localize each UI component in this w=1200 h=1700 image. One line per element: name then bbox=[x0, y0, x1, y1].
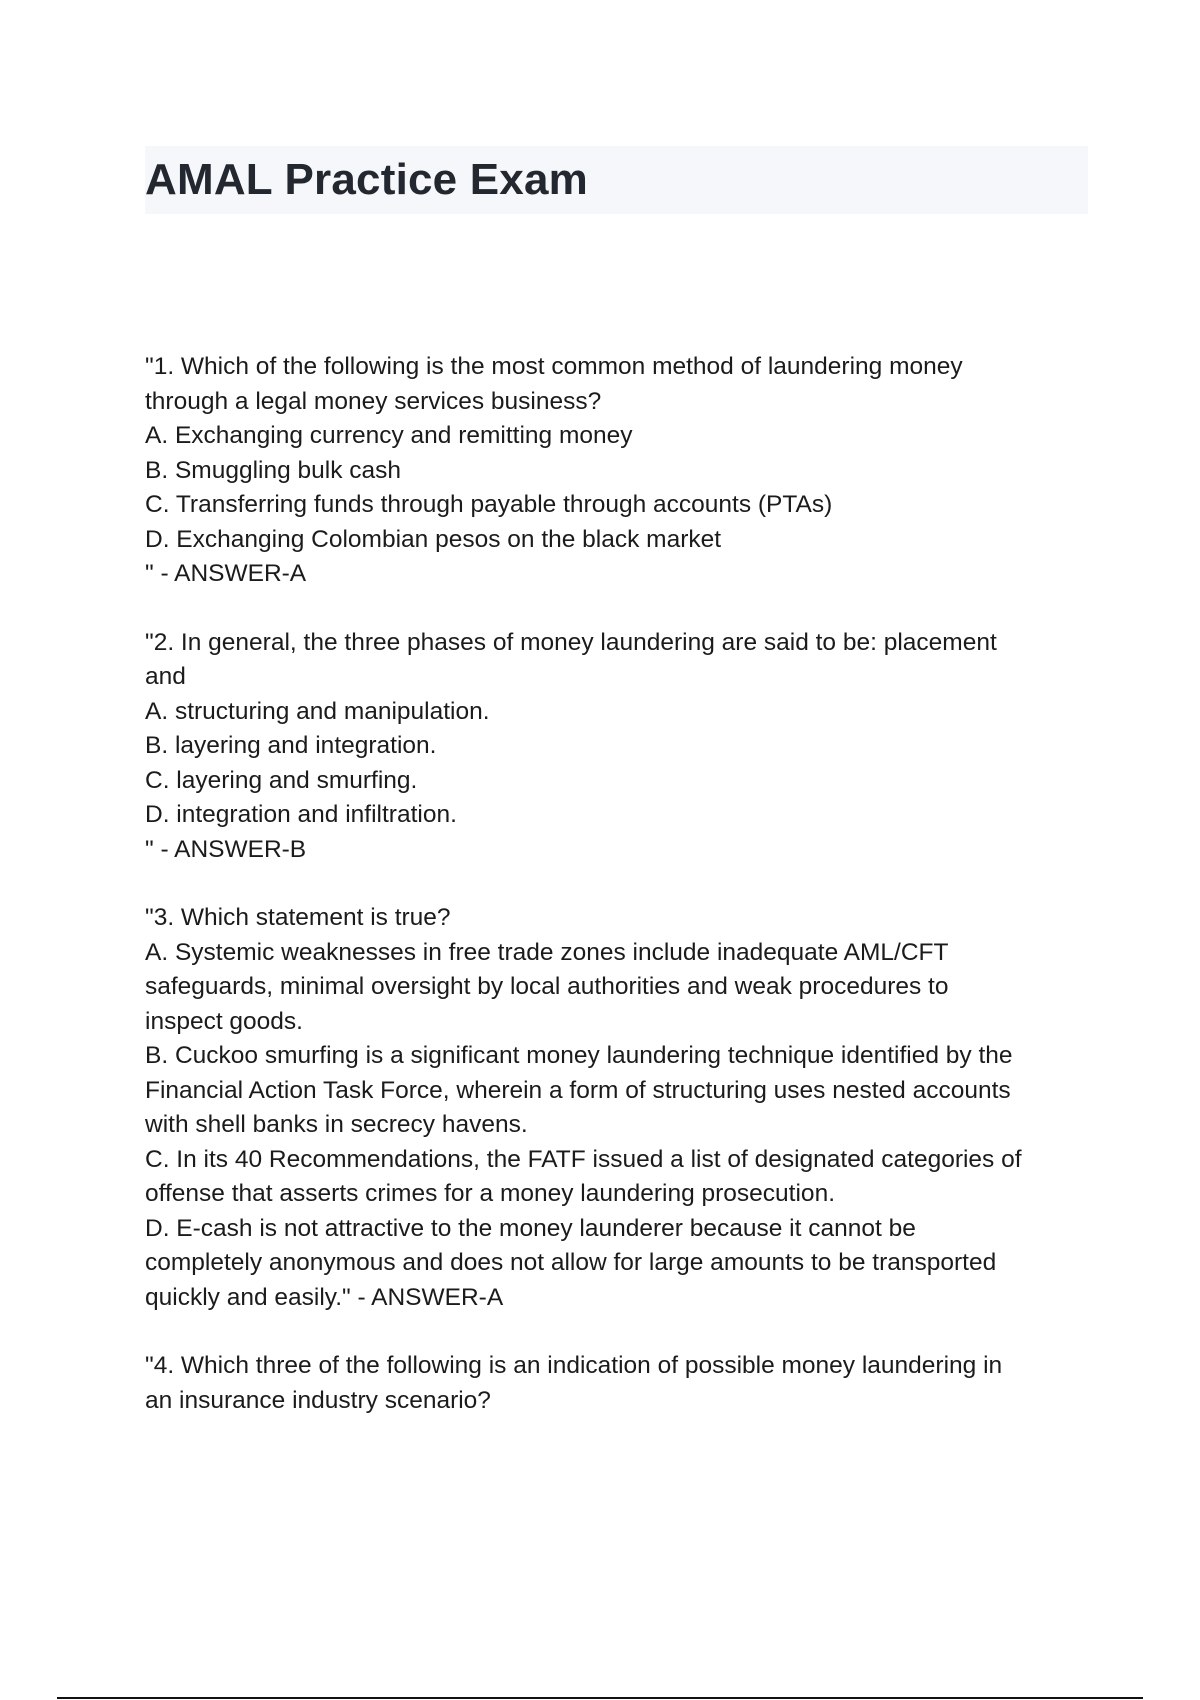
question-3-option-c-line-2: offense that asserts crimes for a money laundering prosecution. bbox=[145, 1180, 835, 1207]
question-1-line-1: "1. Which of the following is the most common method of laundering money bbox=[145, 353, 963, 380]
question-3-option-b-line-1: B. Cuckoo smurfing is a significant money laundering technique identified by the bbox=[145, 1042, 1013, 1069]
question-3-answer: quickly and easily." - ANSWER-A bbox=[145, 1283, 504, 1311]
question-2-line-1: "2. In general, the three phases of money laundering are said to be: placement bbox=[145, 628, 997, 656]
question-2-answer: " - ANSWER-B bbox=[145, 835, 307, 863]
question-1-option-d: D. Exchanging Colombian pesos on the black market bbox=[145, 525, 722, 553]
question-1-option-b: B. Smuggling bulk cash bbox=[145, 456, 402, 484]
question-3-option-a-line-3: inspect goods. bbox=[145, 1007, 303, 1035]
question-4-line-1: "4. Which three of the following is an indication of possible money laundering in bbox=[145, 1352, 1003, 1379]
question-3-option-d-line-1: D. E-cash is not attractive to the money launderer because it cannot be bbox=[145, 1214, 916, 1242]
question-1 bbox=[145, 350, 1095, 592]
question-list bbox=[145, 350, 1095, 1452]
question-3-option-c-line-1: C. In its 40 Recommendations, the FATF issued a list of designated categories of bbox=[145, 1145, 1022, 1173]
question-2-line-2: and bbox=[145, 663, 186, 690]
question-2 bbox=[145, 626, 1095, 868]
question-3-option-b-line-3: with shell banks in secrecy havens. bbox=[145, 1111, 528, 1138]
question-3-option-a-line-2: safeguards, minimal oversight by local authorities and weak procedures to bbox=[145, 973, 949, 1000]
question-2-option-d: D. integration and infiltration. bbox=[145, 801, 457, 828]
question-3-option-d-line-2: completely anonymous and does not allow for large amounts to be transported bbox=[145, 1249, 997, 1276]
question-1-answer: " - ANSWER-A bbox=[145, 560, 307, 587]
question-1-line-2: through a legal money services business? bbox=[145, 387, 602, 415]
question-3 bbox=[145, 901, 1095, 1315]
question-4-line-2: an insurance industry scenario? bbox=[145, 1386, 491, 1414]
question-2-option-c: C. layering and smurfing. bbox=[145, 766, 418, 794]
page-title: AMAL Practice Exam bbox=[145, 155, 588, 204]
question-4 bbox=[145, 1349, 1095, 1418]
question-1-option-a: A. Exchanging currency and remitting money bbox=[145, 422, 633, 449]
footer-divider bbox=[57, 1697, 1143, 1699]
question-1-option-c: C. Transferring funds through payable through accounts (PTAs) bbox=[145, 491, 833, 518]
question-2-option-a: A. structuring and manipulation. bbox=[145, 697, 490, 725]
question-3-option-a-line-1: A. Systemic weaknesses in free trade zones include inadequate AML/CFT bbox=[145, 938, 949, 966]
question-3-option-b-line-2: Financial Action Task Force, wherein a form of structuring uses nested accounts bbox=[145, 1076, 1011, 1104]
question-2-option-b: B. layering and integration. bbox=[145, 732, 437, 759]
question-3-line-1: "3. Which statement is true? bbox=[145, 904, 451, 931]
